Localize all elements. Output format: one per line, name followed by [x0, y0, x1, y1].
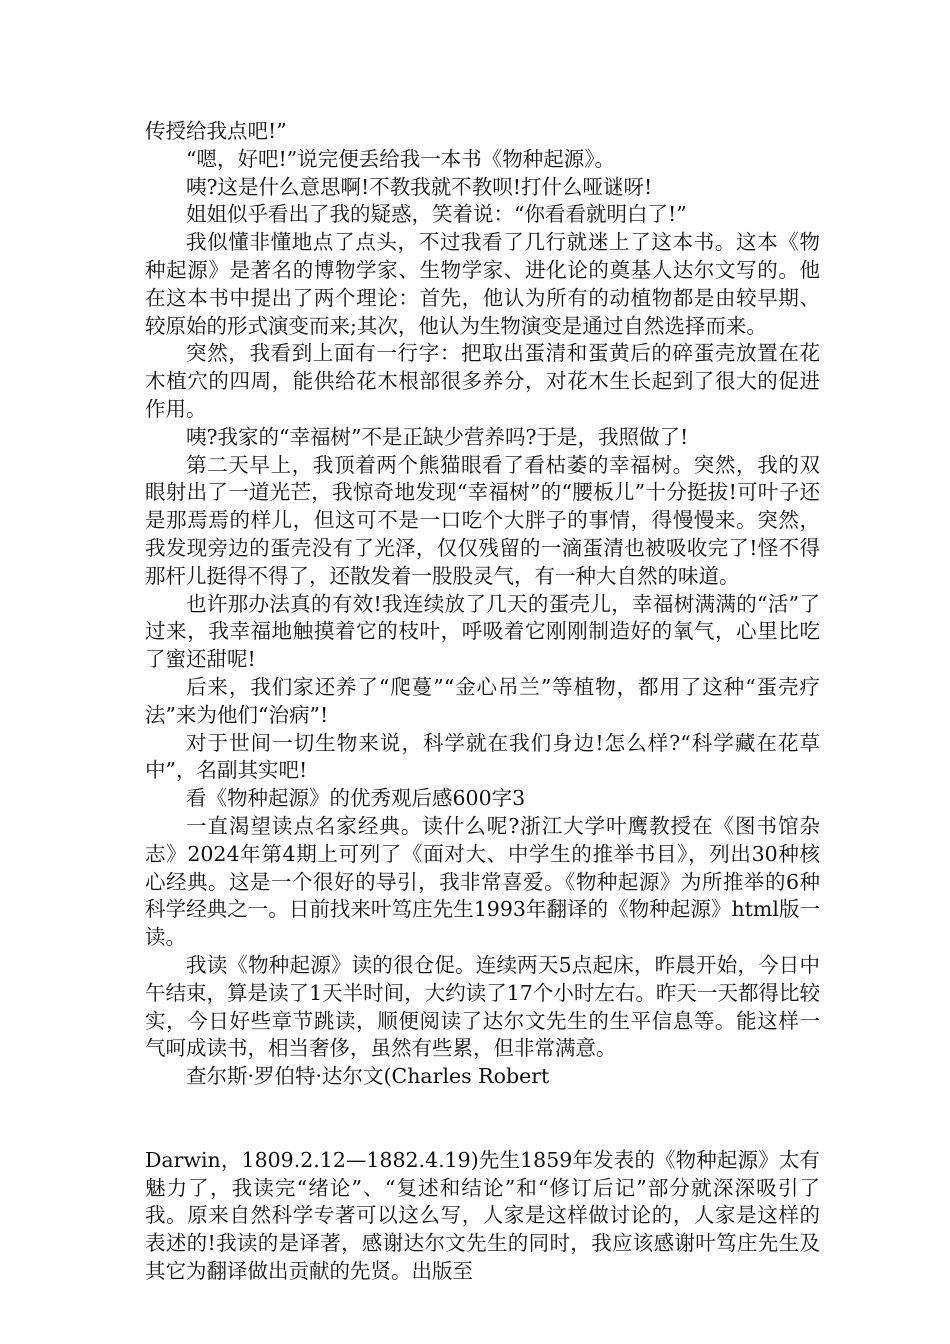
paragraph: 姐姐似乎看出了我的疑惑，笑着说：“你看看就明白了!”	[186, 202, 687, 227]
section-heading: 看《物种起源》的优秀观后感600字3	[186, 786, 526, 811]
paragraph: “嗯，好吧!”说完便丢给我一本书《物种起源》。	[186, 146, 615, 171]
paragraph: 一直渴望读点名家经典。读什么呢?浙江大学叶鹰教授在《图书馆杂志》2024年第4期上可列了《面对大、中学生的推举书目》，列出30种核心经典。这是一个很好的导引，我非常喜爱。《物种起源》为所推举的6种科学经典之一。日前找来叶笃庄先生1993年翻译的《物种起源》html版一读。	[145, 813, 820, 950]
document-body	[145, 118, 820, 1286]
paragraph: 查尔斯·罗伯特·达尔文(Charles Robert	[186, 1064, 550, 1089]
paragraph: 后来，我们家还养了“爬蔓”“金心吊兰”等植物，都用了这种“蛋壳疗法”来为他们“治病”!	[145, 674, 820, 727]
paragraph: 突然，我看到上面有一行字：把取出蛋清和蛋黄后的碎蛋壳放置在花木植穴的四周，能供给花木根部很多养分，对花木生长起到了很大的促进作用。	[145, 341, 820, 421]
paragraph: 咦?我家的“幸福树”不是正缺少营养吗?于是，我照做了!	[186, 424, 689, 449]
paragraph: 传授给我点吧!”	[145, 119, 287, 143]
paragraph: 也许那办法真的有效!我连续放了几天的蛋壳儿，幸福树满满的“活”了过来，我幸福地触摸着它的枝叶，呼吸着它刚刚制造好的氧气，心里比吃了蜜还甜呢!	[145, 591, 820, 672]
blank-gap	[145, 1091, 820, 1147]
paragraph: 第二天早上，我顶着两个熊猫眼看了看枯萎的幸福树。突然，我的双眼射出了一道光芒，我惊奇地发现“幸福树”的“腰板儿”十分挺拔!可叶子还是那焉焉的样儿，但这可不是一口吃个大胖子的事情，得慢慢来。突然，我发现旁边的蛋壳没有了光泽，仅仅残留的一滴蛋清也被吸收完了!怪不得那杆儿挺得不得了，还散发着一股股灵气，有一种大自然的味道。	[145, 452, 820, 588]
paragraph: 咦?这是什么意思啊!不教我就不教呗!打什么哑谜呀!	[186, 174, 653, 199]
paragraph: 我似懂非懂地点了点头，不过我看了几行就迷上了这本书。这本《物种起源》是著名的博物学家、生物学家、进化论的奠基人达尔文写的。他在这本书中提出了两个理论：首先，他认为所有的动植物都是由较早期、较原始的形式演变而来;其次，他认为生物演变是通过自然选择而来。	[145, 230, 820, 338]
paragraph: Darwin，1809.2.12—1882.4.19)先生1859年发表的《物种起源》太有魅力了，我读完“绪论”、“复述和结论”和“修订后记”部分就深深吸引了我。原来自然科学专著可以这么写，人家是这样做讨论的，人家是这样的表述的!我读的是译著，感谢达尔文先生的同时，我应该感谢叶笃庄先生及其它为翻译做出贡献的先贤。出版至	[145, 1147, 820, 1284]
paragraph: 对于世间一切生物来说，科学就在我们身边!怎么样?“科学藏在花草中”，名副其实吧!	[145, 730, 820, 783]
paragraph: 我读《物种起源》读的很仓促。连续两天5点起床，昨晨开始，今日中午结束，算是读了1天半时间，大约读了17个小时左右。昨天一天都得比较实，今日好些章节跳读，顺便阅读了达尔文先生的生平信息等。能这样一气呵成读书，相当奢侈，虽然有些累，但非常满意。	[145, 952, 820, 1061]
